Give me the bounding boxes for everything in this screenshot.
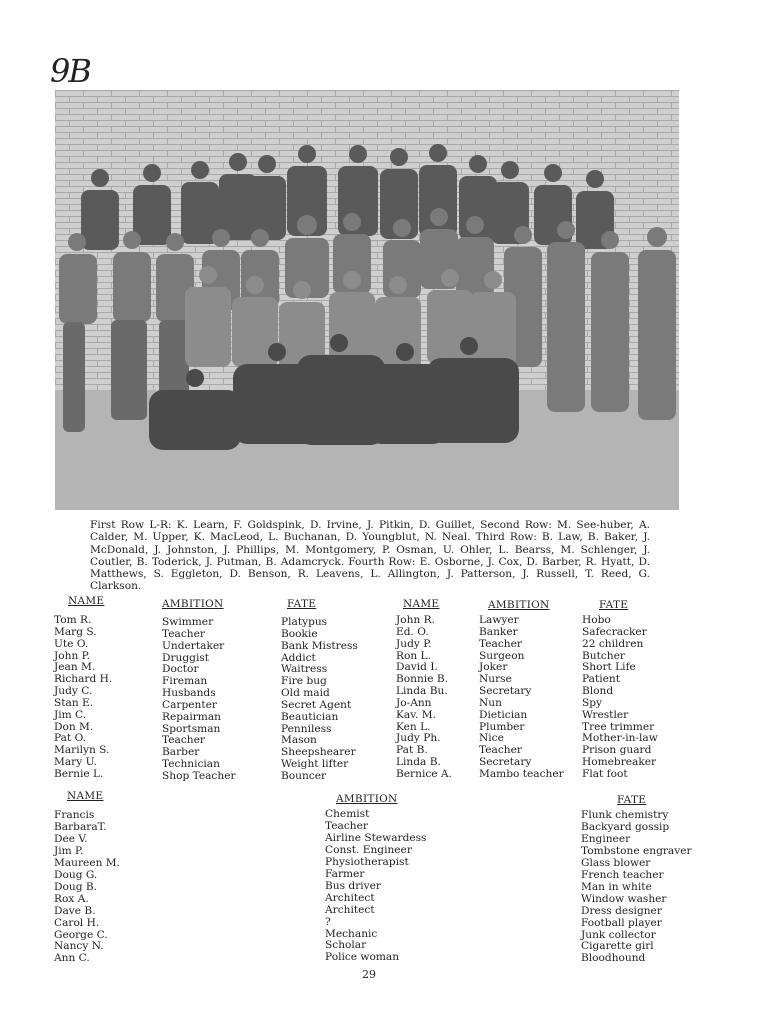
names-column-3 <box>54 810 120 965</box>
list-item: Physiotherapist <box>325 855 409 868</box>
list-item: Mambo teacher <box>479 767 564 780</box>
list-item: Butcher <box>582 649 625 662</box>
list-item: Mason <box>281 734 317 747</box>
list-item: Teacher <box>162 734 205 747</box>
list-item: Weight lifter <box>281 758 349 771</box>
list-item: Bloodhound <box>581 952 646 965</box>
ambitions-column-1 <box>162 617 236 783</box>
page-number: 29 <box>362 968 376 981</box>
list-item: Prison guard <box>582 744 652 757</box>
list-item: Waitress <box>281 663 328 676</box>
list-item: 22 children <box>582 637 644 650</box>
list-item: Marg S. <box>54 625 97 638</box>
list-item: Tom R. <box>54 614 92 626</box>
list-item: Junk collector <box>581 928 656 941</box>
list-item: Carol H. <box>54 916 100 929</box>
list-item: ? <box>325 915 331 928</box>
list-item: Bernie L. <box>54 767 104 780</box>
list-item: Farmer <box>325 867 365 880</box>
list-item: John P. <box>54 649 90 662</box>
list-item: Old maid <box>281 687 330 700</box>
list-item: Blond <box>582 685 614 698</box>
list-item: Teacher <box>325 819 368 832</box>
list-item: Penniless <box>281 722 332 735</box>
ambitions-column-2 <box>479 615 564 781</box>
list-item: Husbands <box>162 687 216 700</box>
list-item: Bank Mistress <box>281 639 358 652</box>
header-name-2: NAME <box>403 598 440 610</box>
list-item: Engineer <box>581 832 631 845</box>
list-item: Chemist <box>325 808 370 820</box>
list-item: Bookie <box>281 627 318 640</box>
list-item: Jean M. <box>54 661 96 674</box>
list-item: Marilyn S. <box>54 744 110 757</box>
header-fate-2: FATE <box>599 599 629 611</box>
list-item: Homebreaker <box>582 756 657 769</box>
list-item: Mechanic <box>325 927 378 940</box>
list-item: Jim P. <box>54 844 84 857</box>
fates-column-3 <box>581 810 692 965</box>
list-item: French teacher <box>581 868 664 881</box>
list-item: Joker <box>479 661 508 674</box>
list-item: John R. <box>396 614 435 626</box>
list-item: Bonnie B. <box>396 673 448 686</box>
list-item: Pat B. <box>396 744 428 757</box>
list-item: Mother-in-law <box>582 732 658 745</box>
header-ambition-3: AMBITION <box>336 793 398 805</box>
list-item: Doug G. <box>54 868 98 881</box>
list-item: Swimmer <box>162 616 214 628</box>
photo-caption: First Row L-R: K. Learn, F. Goldspink, D. Irvine, J. Pitkin, D. Guillet, Second Row: M. See-huber, A. Calder, M. Upper, K. MacLeod, L. Buchanan, D. Youngblut, N. Neal. Third Row: B. Law, B. Baker, J. McDonald, J. Johnston, J. Phillips, M. Montgomery, P. Osman, U. Ohler, L. Bearss, M. Schlenger, J. Coutler, B. Toderick, J. Putman, B. Adamcryck. Fourth Row: E. Osborne, J. Cox, D. Barber, R. Hyatt, D. Matthews, S. Eggleton, D. Benson, R. Leavens, L. Allington, J. Patterson, J. Russell, T. Reed, G. Clarkson. <box>90 519 650 593</box>
list-item: Bernice A. <box>396 767 452 780</box>
list-item: Platypus <box>281 616 328 628</box>
list-item: Hobo <box>582 614 611 626</box>
list-item: Tombstone engraver <box>581 844 692 857</box>
list-item: Don M. <box>54 720 94 733</box>
fates-column-2 <box>582 615 658 781</box>
list-item: Tree trimmer <box>582 720 655 733</box>
list-item: Scholar <box>325 939 367 952</box>
list-item: Sheepshearer <box>281 746 356 759</box>
list-item: Judy P. <box>396 637 432 650</box>
handwritten-class-label: 9B <box>50 52 90 90</box>
list-item: Ute O. <box>54 637 89 650</box>
list-item: Teacher <box>479 637 522 650</box>
fates-column-1 <box>281 617 358 783</box>
list-item: Stan E. <box>54 696 94 709</box>
list-item: Jim C. <box>54 708 87 721</box>
list-item: Const. Engineer <box>325 843 412 856</box>
list-item: Barber <box>162 746 200 759</box>
names-column-1 <box>54 615 112 781</box>
list-item: Bus driver <box>325 879 381 892</box>
list-item: Secretary <box>479 685 532 698</box>
list-item: Architect <box>325 891 375 904</box>
list-item: Flat foot <box>582 767 628 780</box>
list-item: Backyard gossip <box>581 820 670 833</box>
list-item: Fireman <box>162 675 208 688</box>
list-item: Addict <box>281 651 316 664</box>
list-item: Dietician <box>479 708 528 721</box>
list-item: Dress designer <box>581 904 662 917</box>
list-item: Dee V. <box>54 832 88 845</box>
list-item: BarbaraT. <box>54 820 107 833</box>
list-item: Sportsman <box>162 722 221 735</box>
list-item: Nancy N. <box>54 940 104 953</box>
list-item: Man in white <box>581 880 652 893</box>
list-item: Football player <box>581 916 662 929</box>
list-item: Ed. O. <box>396 625 429 638</box>
list-item: Dave B. <box>54 904 96 917</box>
list-item: Lawyer <box>479 614 519 626</box>
list-item: Teacher <box>479 744 522 757</box>
list-item: Airline Stewardess <box>325 831 427 844</box>
list-item: Ann C. <box>54 952 90 965</box>
list-item: Window washer <box>581 892 667 905</box>
class-photo <box>55 90 679 510</box>
list-item: Wrestler <box>582 708 629 721</box>
list-item: Patient <box>582 673 620 686</box>
list-item: Beautician <box>281 710 339 723</box>
ambitions-column-3 <box>325 809 427 964</box>
header-fate-3: FATE <box>617 794 647 806</box>
list-item: Cigarette girl <box>581 940 654 953</box>
list-item: Shop Teacher <box>162 769 236 782</box>
list-item: Nice <box>479 732 504 745</box>
list-item: Police woman <box>325 951 400 964</box>
list-item: George C. <box>54 928 108 941</box>
list-item: Mary U. <box>54 756 97 769</box>
header-ambition-2: AMBITION <box>488 599 550 611</box>
list-item: Safecracker <box>582 625 647 638</box>
list-item: Secretary <box>479 756 532 769</box>
list-item: Short Life <box>582 661 636 674</box>
list-item: Banker <box>479 625 518 638</box>
list-item: Jo-Ann <box>396 696 432 709</box>
list-item: Surgeon <box>479 649 525 662</box>
list-item: Pat O. <box>54 732 87 745</box>
names-column-2 <box>396 615 452 781</box>
list-item: Ron L. <box>396 649 431 662</box>
list-item: Undertaker <box>162 639 225 652</box>
list-item: David I. <box>396 661 438 674</box>
list-item: Repairman <box>162 710 221 723</box>
list-item: Fire bug <box>281 675 327 688</box>
header-fate-1: FATE <box>287 598 317 610</box>
list-item: Kav. M. <box>396 708 436 721</box>
list-item: Carpenter <box>162 698 217 711</box>
list-item: Ken L. <box>396 720 431 733</box>
list-item: Architect <box>325 903 375 916</box>
list-item: Linda B. <box>396 756 441 769</box>
header-name-3: NAME <box>67 790 104 802</box>
list-item: Nun <box>479 696 502 709</box>
list-item: Teacher <box>162 627 205 640</box>
list-item: Doug B. <box>54 880 97 893</box>
header-name-1: NAME <box>68 595 105 607</box>
list-item: Flunk chemistry <box>581 809 669 821</box>
list-item: Plumber <box>479 720 525 733</box>
list-item: Technician <box>162 758 220 771</box>
list-item: Judy C. <box>54 685 93 698</box>
list-item: Druggist <box>162 651 210 664</box>
list-item: Linda Bu. <box>396 685 448 698</box>
list-item: Francis <box>54 809 95 821</box>
list-item: Doctor <box>162 663 199 676</box>
list-item: Secret Agent <box>281 698 352 711</box>
list-item: Spy <box>582 696 603 709</box>
list-item: Maureen M. <box>54 856 120 869</box>
list-item: Rox A. <box>54 892 89 905</box>
list-item: Judy Ph. <box>396 732 441 745</box>
list-item: Richard H. <box>54 673 113 686</box>
list-item: Bouncer <box>281 769 327 782</box>
header-ambition-1: AMBITION <box>162 598 224 610</box>
list-item: Glass blower <box>581 856 651 869</box>
list-item: Nurse <box>479 673 512 686</box>
